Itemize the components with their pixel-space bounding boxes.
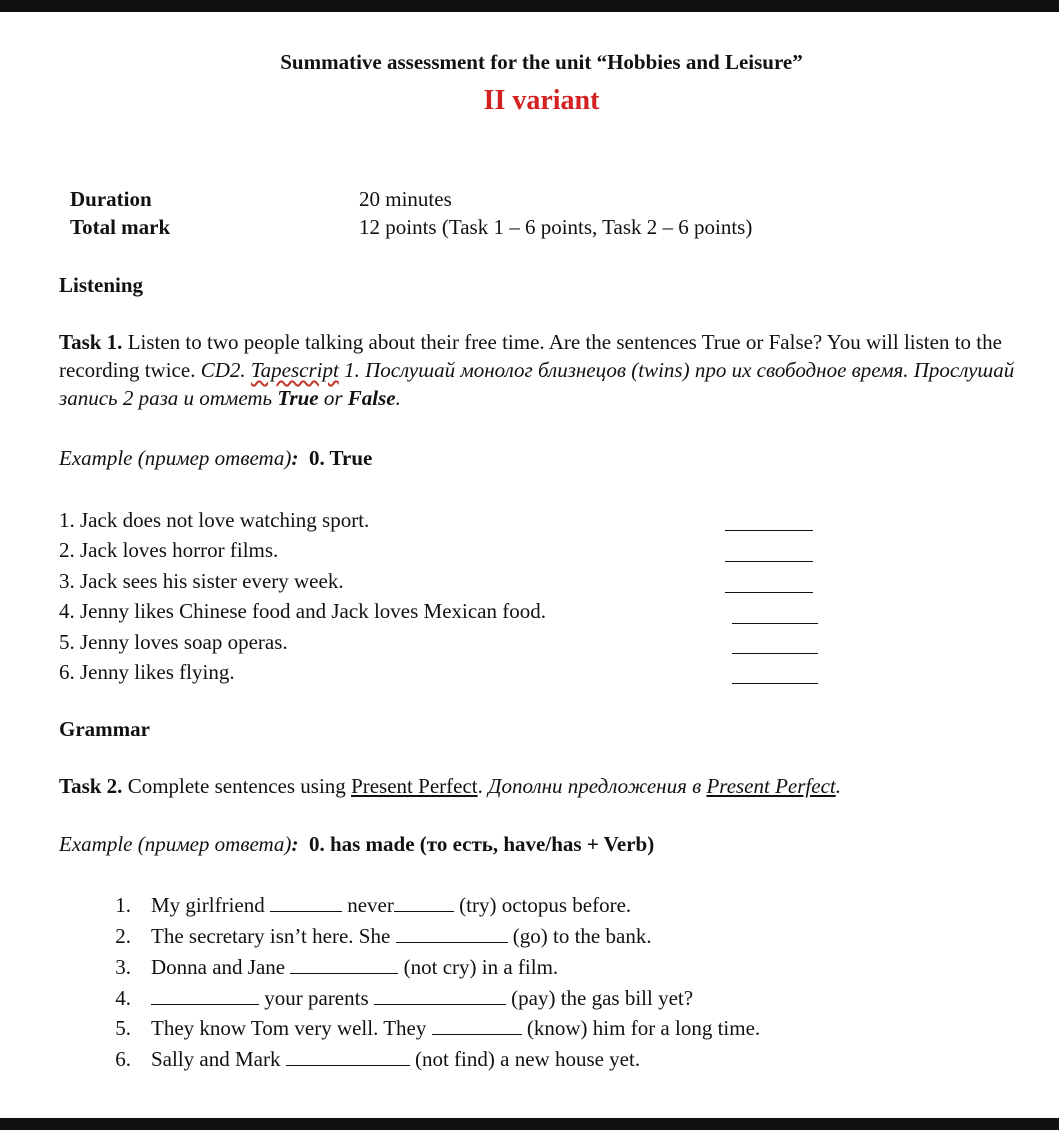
task1-ru-text: 1. Послушай монолог близнецов (twins) про их свободное время. Прослушай запись 2 раза и отметь: [59, 358, 1015, 410]
task1-cd: CD2.: [195, 358, 251, 382]
sentence-text: (go) to the bank.: [507, 924, 652, 948]
task1-ru-or: or: [318, 386, 348, 410]
list-item: 4. Jenny likes Chinese food and Jack loves Mexican food.: [59, 599, 546, 623]
list-item: [95, 891, 631, 917]
item-number: 3.: [115, 955, 131, 979]
item-number: 4.: [115, 986, 131, 1010]
sentence-text: They know Tom very well. They: [151, 1016, 432, 1040]
task1-example-answer: 0. True: [308, 446, 373, 470]
task2-example: [59, 832, 654, 856]
task2-example-answer: 0. has made (то есть, have/has + Verb): [308, 832, 655, 856]
sentence-text: (know) him for a long time.: [521, 1016, 761, 1040]
answer-blank-3[interactable]: [725, 592, 813, 593]
list-item: 1. Jack does not love watching sport.: [59, 508, 370, 532]
answer-blank-2[interactable]: [725, 561, 813, 562]
task2-ru-period: .: [835, 774, 841, 798]
sentence-text: never: [341, 893, 394, 917]
task2-text: Complete sentences using: [122, 774, 352, 798]
sentence-text: (pay) the gas bill yet?: [505, 986, 694, 1010]
task2-example-colon: :: [291, 832, 299, 856]
duration-value: 20 minutes: [359, 187, 452, 211]
task2-ru-tense: Present Perfect: [706, 774, 836, 798]
total-mark-label: Total mark: [70, 215, 171, 239]
list-item: [95, 1014, 760, 1040]
fill-blank[interactable]: [374, 984, 506, 1005]
list-item: 6. Jenny likes flying.: [59, 660, 235, 684]
sentence-text: (try) octopus before.: [453, 893, 632, 917]
duration-label: Duration: [70, 187, 152, 211]
sentence-text: (not cry) in a film.: [398, 955, 559, 979]
list-item: 2. Jack loves horror films.: [59, 538, 279, 562]
item-number: 6.: [115, 1047, 131, 1071]
item-number: 1.: [115, 893, 131, 917]
item-number: 2.: [115, 924, 131, 948]
task1-ru-true: True: [277, 386, 319, 410]
listening-heading: Listening: [59, 273, 144, 297]
task1-example: [59, 446, 372, 470]
task1-ru-false: False: [347, 386, 396, 410]
task1-tapescript: Tapescript: [250, 358, 339, 382]
list-item: 3. Jack sees his sister every week.: [59, 569, 344, 593]
task1-example-label: Example (пример ответа): [59, 446, 292, 470]
fill-blank[interactable]: [270, 891, 342, 912]
fill-blank[interactable]: [286, 1045, 410, 1066]
total-mark-value: 12 points (Task 1 – 6 points, Task 2 – 6 points): [359, 215, 753, 239]
fill-blank[interactable]: [394, 891, 454, 912]
list-item: [95, 922, 652, 948]
answer-blank-5[interactable]: [732, 653, 818, 654]
sentence-text: My girlfriend: [151, 893, 270, 917]
sentence-text: Sally and Mark: [151, 1047, 286, 1071]
list-item: [95, 1045, 640, 1071]
task2-label: Task 2.: [59, 774, 123, 798]
sentence-text: your parents: [259, 986, 374, 1010]
list-item: [95, 984, 693, 1010]
task1-ru-end: .: [395, 386, 401, 410]
task2-example-label: Example (пример ответа): [59, 832, 292, 856]
sentence-text: Donna and Jane: [151, 955, 291, 979]
task2-instructions: [59, 774, 841, 798]
task2-ru-text: Дополни предложения в: [482, 774, 707, 798]
list-item: [95, 953, 558, 979]
fill-blank[interactable]: [151, 984, 259, 1005]
item-number: 5.: [115, 1016, 131, 1040]
fill-blank[interactable]: [396, 922, 508, 943]
task2-period: .: [477, 774, 483, 798]
fill-blank[interactable]: [290, 953, 398, 974]
task1-example-colon: :: [291, 446, 299, 470]
task2-tense: Present Perfect: [351, 774, 478, 798]
task1-label: Task 1.: [59, 330, 123, 354]
answer-blank-1[interactable]: [725, 530, 813, 531]
list-item: 5. Jenny loves soap operas.: [59, 630, 288, 654]
answer-blank-4[interactable]: [732, 623, 818, 624]
grammar-heading: Grammar: [59, 717, 150, 741]
variant-label: II variant: [483, 85, 600, 116]
document-title: Summative assessment for the unit “Hobbies and Leisure”: [280, 50, 803, 74]
task1-instructions: [59, 328, 1019, 412]
document-page: [0, 12, 1059, 1118]
sentence-text: The secretary isn’t here. She: [151, 924, 396, 948]
sentence-text: (not find) a new house yet.: [409, 1047, 641, 1071]
task1-text: Listen to two people talking about their free time. Are the sentences True or False? You will listen to the recording twice.: [59, 330, 1002, 382]
answer-blank-6[interactable]: [732, 683, 818, 684]
fill-blank[interactable]: [432, 1014, 522, 1035]
